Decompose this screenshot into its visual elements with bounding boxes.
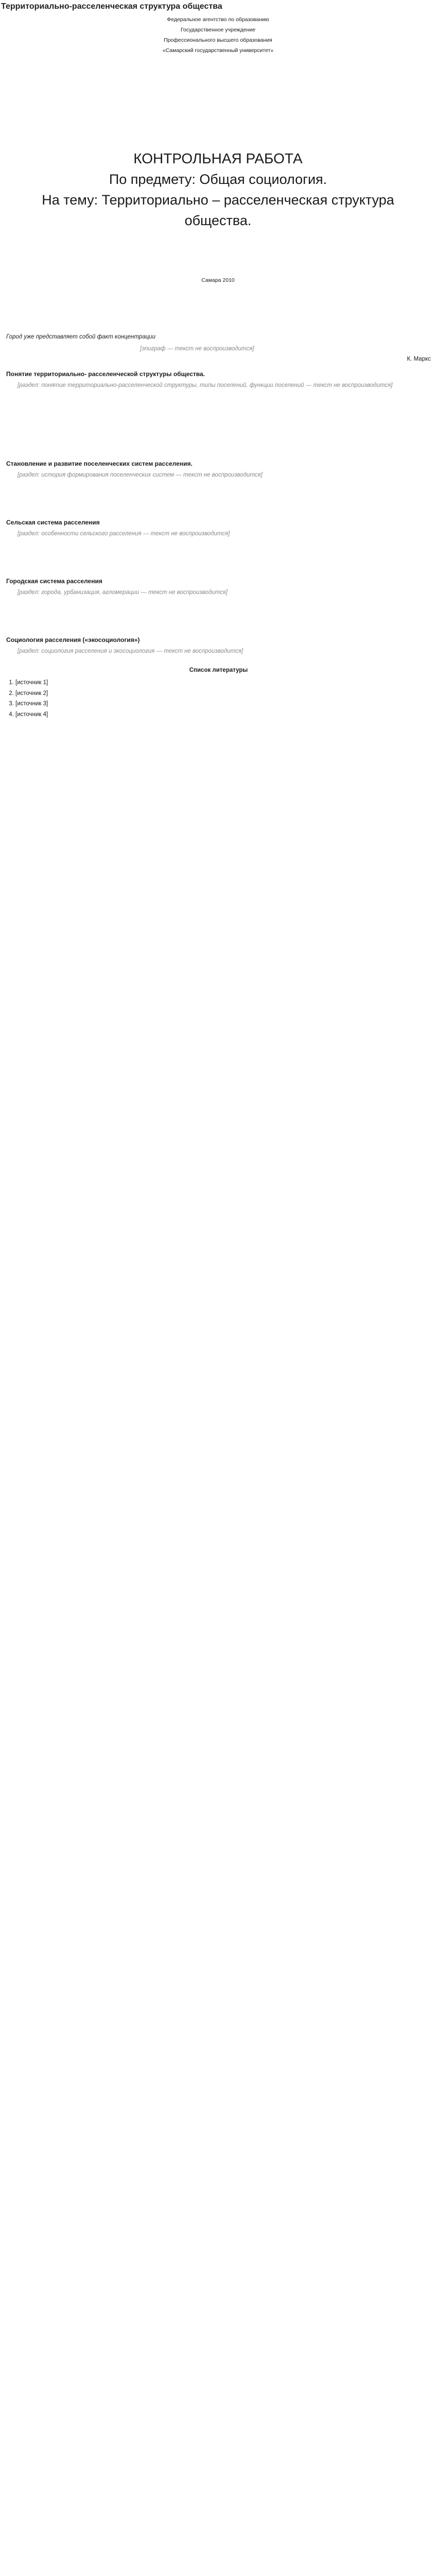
reference-item: 4. [источник 4] [15,710,431,720]
header-line: «Самарский государственный университет» [162,47,274,54]
work-topic: На тему: Территориально – расселенческая структура общества. [42,192,394,228]
running-title: Территориально-расселенческая структура общества [1,2,222,11]
reference-item: 2. [источник 2] [15,689,431,699]
document-body [0,332,436,719]
reference-item: 3. [источник 3] [15,699,431,709]
section-summary: [раздел: города, урбанизация, агломерации — текст не воспроизводится] [18,589,228,596]
references-list [6,678,431,719]
section-summary: [раздел: особенности сельского расселения — текст не воспроизводится] [18,531,230,537]
section-summary: [раздел: социология расселения и экосоциология — текст не воспроизводится] [18,648,243,654]
header-line: Профессионального высшего образования [164,37,272,43]
section-heading: Сельская система расселения [6,518,100,526]
section-heading: Становление и развитие поселенческих систем расселения. [6,460,193,467]
epigraph-lead: Город уже представляет собой факт концентрации [6,334,155,340]
section-summary: [раздел: история формирования поселенческих систем — текст не воспроизводится] [18,472,263,478]
references-title: Список литературы [189,667,248,673]
epigraph-text: [эпиграф — текст не воспроизводится] [140,345,254,352]
work-type: КОНТРОЛЬНАЯ РАБОТА [133,150,303,166]
work-subject: По предмету: Общая социология. [109,172,327,187]
city-year: Самара 2010 [201,277,235,283]
section-heading: Социология расселения («экосоциология») [6,636,140,643]
section-heading: Городская система расселения [6,577,102,585]
epigraph-author: К. Маркс [407,356,431,362]
reference-item: 1. [источник 1] [15,678,431,688]
section-summary: [раздел: понятие территориально-расселенческой структуры, типы поселений, функции поселений — текст не воспроизводится] [18,382,393,388]
header-line: Государственное учреждение [180,27,256,33]
header-line: Федеральное агентство по образованию [167,16,269,23]
institution-header [0,14,436,56]
section-heading: Понятие территориально- расселенческой структуры общества. [6,370,205,378]
